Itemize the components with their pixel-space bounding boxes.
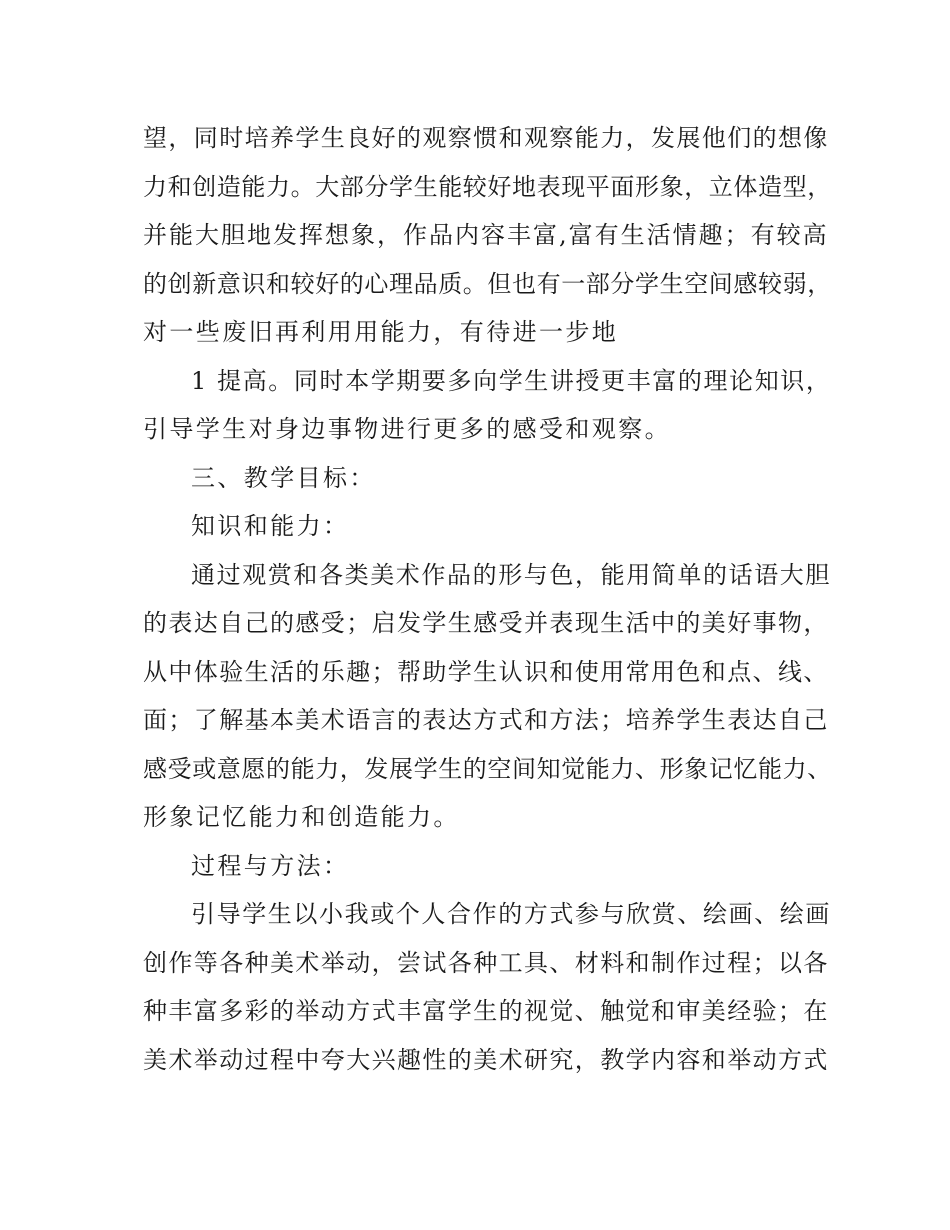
text-line: 创作等各种美术举动，尝试各种工具、材料和制作过程；以各 xyxy=(143,948,829,977)
text-line: 从中体验生活的乐趣；帮助学生认识和使用常用色和点、线、 xyxy=(143,657,829,686)
text-line: 感受或意愿的能力，发展学生的空间知觉能力、形象记忆能力、 xyxy=(143,754,832,783)
text-line: 的表达自己的感受；启发学生感受并表现生活中的美好事物， xyxy=(143,609,829,637)
text-line: 引导学生以小我或个人合作的方式参与欣赏、绘画、绘画 xyxy=(191,900,831,928)
text-line: 面；了解基本美术语言的表达方式和方法；培养学生表达自己 xyxy=(143,706,829,734)
document-body xyxy=(143,114,833,1084)
text-line: 种丰富多彩的举动方式丰富学生的视觉、触觉和审美经验；在 xyxy=(143,997,829,1025)
text-line: 形象记忆能力和创造能力。 xyxy=(143,803,460,831)
text-line: 的创新意识和较好的心理品质。但也有一部分学生空间感较弱， xyxy=(143,269,832,298)
subsection-heading: 知识和能力： xyxy=(191,512,350,540)
text-line: 对一些废旧再利用用能力，有待进一步地 xyxy=(143,318,619,346)
text-line: 望，同时培养学生良好的观察惯和观察能力，发展他们的想像 xyxy=(143,124,829,152)
text-line: 通过观赏和各类美术作品的形与色，能用简单的话语大胆 xyxy=(191,560,831,589)
text-line: 并能大胆地发挥想象，作品内容丰富,富有生活情趣；有较高 xyxy=(143,221,829,249)
text-line: 引导学生对身边事物进行更多的感受和观察。 xyxy=(143,415,671,443)
text-line: 力和创造能力。大部分学生能较好地表现平面形象，立体造型， xyxy=(143,172,832,201)
text-line: 美术举动过程中夸大兴趣性的美术研究，教学内容和举动方式 xyxy=(143,1045,829,1074)
text-line: 1 提高。同时本学期要多向学生讲授更丰富的理论知识， xyxy=(191,366,832,395)
subsection-heading: 过程与方法： xyxy=(191,851,350,880)
section-heading: 三、教学目标： xyxy=(191,463,376,492)
